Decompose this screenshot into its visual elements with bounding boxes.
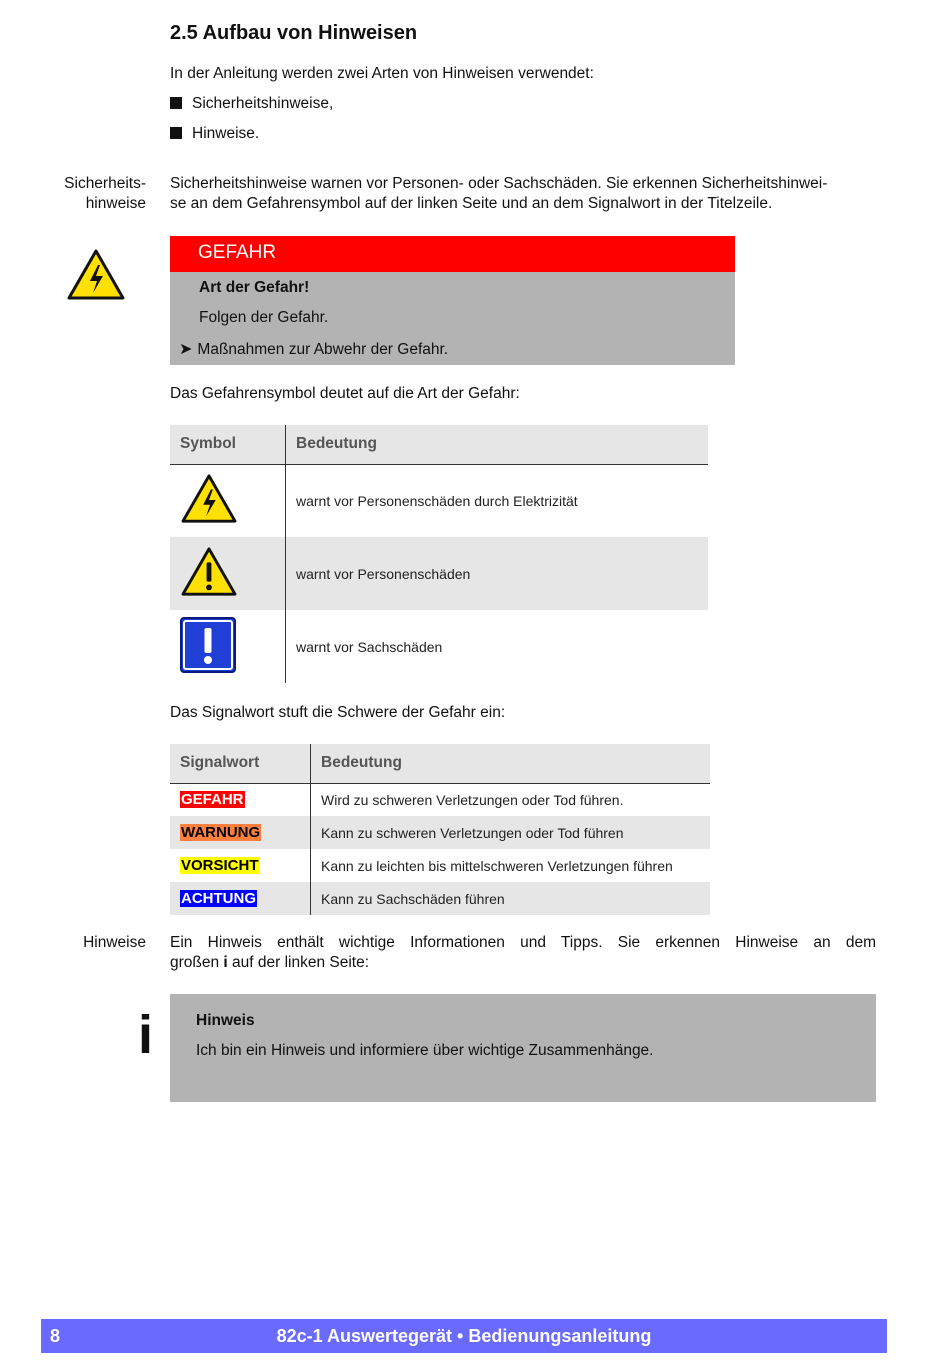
margin-label-line: Sicherheits- (64, 175, 146, 192)
electric-hazard-icon (66, 248, 126, 302)
symbol-cell (170, 610, 286, 683)
page-footer (41, 1319, 887, 1353)
meaning-cell: warnt vor Sachschäden (296, 638, 443, 655)
document-title: 82c-1 Auswertegerät • Bedienungsanleitung (276, 1326, 652, 1346)
paragraph-line: se an dem Gefahrensymbol auf der linken Seite und an dem Signalwort in der Titelzeile. (170, 195, 773, 212)
hints-paragraph (170, 933, 876, 973)
hint-text: Ich bin ein Hinweis und informiere über wichtige Zusammenhänge. (196, 1042, 654, 1059)
signal-word-badge: VORSICHT (181, 857, 259, 874)
table-row (170, 783, 710, 816)
page-number: 8 (50, 1326, 61, 1346)
hazard-kind: Art der Gefahr! (199, 279, 310, 296)
signal-word-cell (170, 882, 311, 915)
hazard-measure (179, 339, 448, 359)
square-bullet-icon (170, 97, 182, 109)
signal-word-cell (170, 849, 311, 882)
column-header: Symbol (170, 425, 286, 464)
arrow-icon: ➤ (179, 339, 193, 358)
table-header-row (170, 425, 708, 464)
column-header: Bedeutung (311, 744, 711, 783)
meaning-cell: Wird zu schweren Verletzungen oder Tod führen. (321, 791, 624, 808)
paragraph-line: Ein Hinweis enthält wichtige Informationen und Tipps. Sie erkennen Hinweise an dem (170, 934, 876, 951)
section-title: 2.5 Aufbau von Hinweisen (170, 22, 418, 44)
signal-word-header: GEFAHR (170, 236, 735, 272)
hint-title: Hinweis (196, 1012, 255, 1029)
text-span: großen (170, 954, 224, 971)
safety-paragraph (170, 174, 880, 214)
table-row (170, 816, 710, 849)
meaning-cell: warnt vor Personenschäden (286, 537, 709, 610)
bullet-label: Hinweise. (192, 125, 260, 142)
signal-table (170, 744, 710, 915)
meaning-cell: Kann zu leichten bis mittelschweren Verletzungen führen (321, 857, 673, 874)
bullet-item (170, 94, 333, 114)
margin-label-line: hinweise (85, 195, 146, 212)
table-row (170, 849, 710, 882)
text-span: auf der linken Seite: (227, 954, 370, 971)
signal-table-lead: Das Signalwort stuft die Schwere der Gefahr ein: (170, 704, 506, 721)
measure-label: Maßnahmen zur Abwehr der Gefahr. (197, 341, 449, 358)
bullet-item (170, 124, 259, 144)
symbol-table-lead: Das Gefahrensymbol deutet auf die Art der Gefahr: (170, 385, 520, 402)
paragraph-line: Sicherheitshinweise warnen vor Personen- oder Sachschäden. Sie erkennen Sicherheitshinwei- (170, 175, 828, 192)
table-header-row (170, 744, 710, 783)
signal-word-badge: ACHTUNG (181, 890, 256, 907)
intro-text: In der Anleitung werden zwei Arten von Hinweisen verwendet: (170, 65, 594, 82)
general-warning-icon (180, 546, 238, 598)
symbol-cell (170, 537, 286, 610)
meaning-cell: warnt vor Personenschäden durch Elektrizität (296, 492, 578, 509)
hint-notice-box (170, 994, 876, 1102)
hazard-consequence: Folgen der Gefahr. (199, 309, 329, 326)
signal-word-badge: WARNUNG (181, 824, 261, 841)
signal-word-cell (170, 816, 311, 849)
electric-hazard-icon (180, 473, 238, 525)
info-icon: i (138, 1005, 154, 1065)
margin-label-safety (6, 174, 146, 214)
column-header: Bedeutung (286, 425, 709, 464)
margin-label-hints: Hinweise (83, 934, 146, 951)
table-row (170, 610, 708, 683)
table-row (170, 464, 708, 537)
meaning-cell: Kann zu Sachschäden führen (311, 882, 711, 915)
table-row (170, 537, 708, 610)
table-row (170, 882, 710, 915)
signal-word-badge: GEFAHR (181, 791, 244, 809)
bullet-label: Sicherheitshinweise, (192, 95, 334, 112)
meaning-cell: Kann zu schweren Verletzungen oder Tod führen (311, 816, 711, 849)
paragraph-line (170, 953, 876, 973)
property-damage-icon (180, 617, 236, 673)
column-header: Signalwort (170, 744, 311, 783)
symbol-cell (170, 464, 286, 537)
square-bullet-icon (170, 127, 182, 139)
signal-word-cell (170, 783, 311, 816)
danger-notice-box (170, 236, 735, 365)
symbol-table (170, 425, 708, 683)
text-span: i (223, 954, 228, 971)
